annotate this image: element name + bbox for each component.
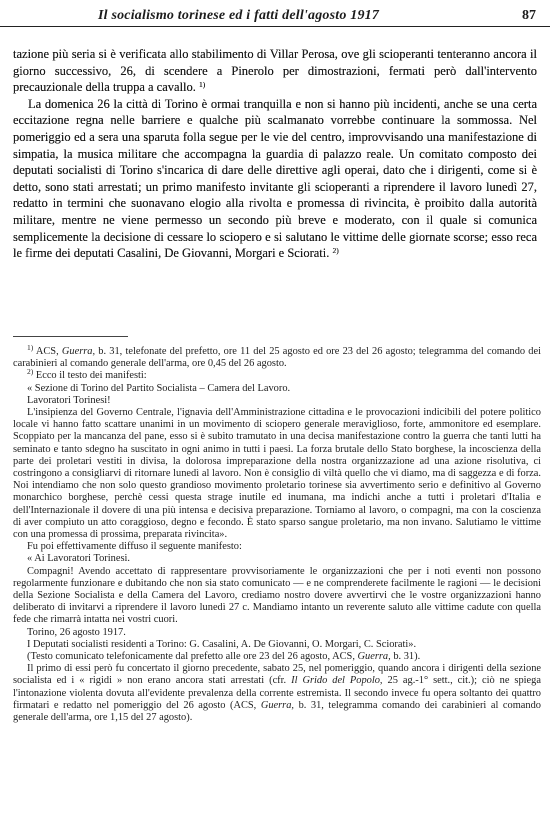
footnote (13, 343, 541, 370)
paragraph-text: La domenica 26 la città di Torino è ormai tranquilla e non si hanno più incidenti, anche se una certa eccitazione regna nelle barriere e qualche più scalmanato vorrebbe continuare la sommossa. Nel pomeriggio ed a sera una sparuta folla segue per le vie del centro, improvvisando una manifestazione di simpatia, la musica militare che accompagna la guardia di palazzo reale. Un comitato composto dei deputati socialisti di Torino s'incarica di dare delle direttive agli operai, dato che i dirigenti, come si è detto, sono stati arrestati; un primo manifesto invitante gli scioperanti a riprendere il lavoro lunedì 27, redatto in termini che suonavano elogio alla rivolta e promessa di rivincita, è proibito dalla autorità militare, mentre ne viene permesso un secondo più breve e moderato, con il quale si comunica semplicemente la decisione di cessare lo sciopero e si salutano le vittime delle giornate scorse; esso reca le firme dei deputati Casalini, De Giovanni, Morgari e Sciorati. (13, 96, 537, 261)
main-text (13, 46, 537, 262)
footnote-divider (13, 336, 128, 337)
manifesto-heading: « Sezione di Torino del Partito Socialista – Camera del Lavoro. (27, 382, 291, 394)
running-title: Il socialismo torinese ed i fatti dell'agosto 1917 (98, 8, 380, 23)
page-number: 87 (522, 8, 536, 23)
manifesto-body: Compagni! Avendo accettato di rappresentare provvisoriamente le organizzazioni che per i noti eventi non possono regolarmente funzionare e dubitando che non sia stato comunicato — e ne comprenderete facilmente le ragioni — le decisioni della Sezione Socialista e della Camera del Lavoro, crediamo nostro dovere avvertirvi che le vostre organizzazioni hanno deliberato di invitarvi a riprendere il lavoro lunedì 27 c. Mandiamo intanto un reverente saluto alle vittime cadute con quella fede che rimarrà intatta nei vostri cuori. (13, 565, 541, 626)
manifesto-signatures: I Deputati socialisti residenti a Torino: G. Casalini, A. De Giovanni, O. Morgari, C. Sciorati». (27, 638, 417, 650)
footnote (13, 367, 541, 382)
footnote-text: 25 ag.-1° sett., cit.); ciò ne spiega l'intonazione violenta dovuta all'evidente prevalenza della corrente estremista. Il secondo invece fu opera soltanto dei quattro firmatari e redatto nel pomeriggio del 26 agosto (ACS, (13, 675, 541, 711)
footnote-ref: 2) (332, 246, 339, 256)
footnote-italic: Il Grido del Popolo, (291, 675, 383, 687)
footnotes (13, 343, 541, 724)
footnote-text: b. 31, telefonate del prefetto, ore 11 del 25 agosto ed ore 23 del 26 agosto; telegramma del comando dei carabinieri al comando generale dell'arma, ore 0,45 del 26 agosto. (13, 346, 541, 370)
footnote-text: (Testo comunicato telefonicamente dal prefetto alle ore 23 del 26 agosto, ACS, (27, 651, 355, 663)
paragraph (13, 96, 537, 262)
footnote-number: 2) (27, 367, 34, 377)
manifesto-body: L'insipienza del Governo Centrale, l'ignavia dell'Amministrazione cittadina e le provocazioni indicibili del potere politico locale vi hanno fatto scattare unanimi in un movimento di sciopero generale meraviglioso, forte, ammonitore ed esemplare. Scoppiato per la mancanza del pane, esso si è subito tramutato in una decisa manifestazione contro la guerra che tanti lutti ha seminato e tanto sdegno ha suscitato in ogni animo in tutti i paesi. La forza brutale dello Stato borghese, la incoscienza della parte dei proletari vestiti in divisa, la dolorosa impreparazione della nostra organizzazione ad una azione risolutiva, ci costringono a consigliarvi di ritornare lunedì al lavoro. Non è consiglio di viltà quello che vi diamo, ma di saggezza e di forza. Noi intendiamo che non solo questo grandioso movimento proletario torinese sia avvertimento serio e definitivo al Governo monarchico borghese, perchè cessi questa strage inutile ed inumana, ma indichi anche a tutti i proletari d'Italia e dell'Internazionale il dovere di una più intensa e decisiva preparazione. Torniamo al lavoro, o compagni, ma con la coscienza di aver compiuto un atto coraggioso, degno e fecondo. È stato sparso sangue proletario, ma non invano. Salutiamo le vittime con una promessa di prossima, preparata rivincita». (13, 407, 541, 541)
footnote-text: b. 31, telegramma comando dei carabinieri al comando generale dell'arma, ore 1,15 del 27 agosto). (13, 699, 541, 724)
footnote-text: b. 31). (393, 651, 421, 663)
footnote-number: 1) (27, 343, 34, 352)
source-note (13, 651, 541, 663)
paragraph (13, 46, 537, 96)
footnote-ref: 1) (199, 80, 206, 90)
footnote-italic: Guerra, (61, 346, 96, 357)
footnote-text: Ecco il testo dei manifesti: (35, 370, 147, 382)
manifesto-intro: Fu poi effettivamente diffuso il seguente manifesto: (27, 541, 242, 553)
page-header (0, 8, 550, 27)
footnote-text: Il primo di essi però fu concertato il giorno precedente, sabato 25, nel pomeriggio, quando ancora i dirigenti della sezione socialista ed i « rigidi » non erano ancora stati arrestati (cfr. (13, 663, 541, 687)
manifesto-salutation: Lavoratori Torinesi! (27, 394, 111, 406)
footnote-italic: Guerra, (357, 651, 391, 663)
closing-note (13, 663, 541, 724)
footnote-text: ACS, (35, 346, 59, 357)
manifesto-heading: « Ai Lavoratori Torinesi. (27, 553, 130, 565)
manifesto-date: Torino, 26 agosto 1917. (27, 626, 126, 638)
footnote-italic: Guerra, (260, 699, 295, 711)
paragraph-text: tazione più seria si è verificata allo stabilimento di Villar Perosa, ove gli scioperanti tenteranno ancora il giorno successivo, 26, di scendere a Pinerolo per dimostrazioni, fermati però dall'intervento precauzionale della truppa a cavallo. (13, 47, 537, 95)
